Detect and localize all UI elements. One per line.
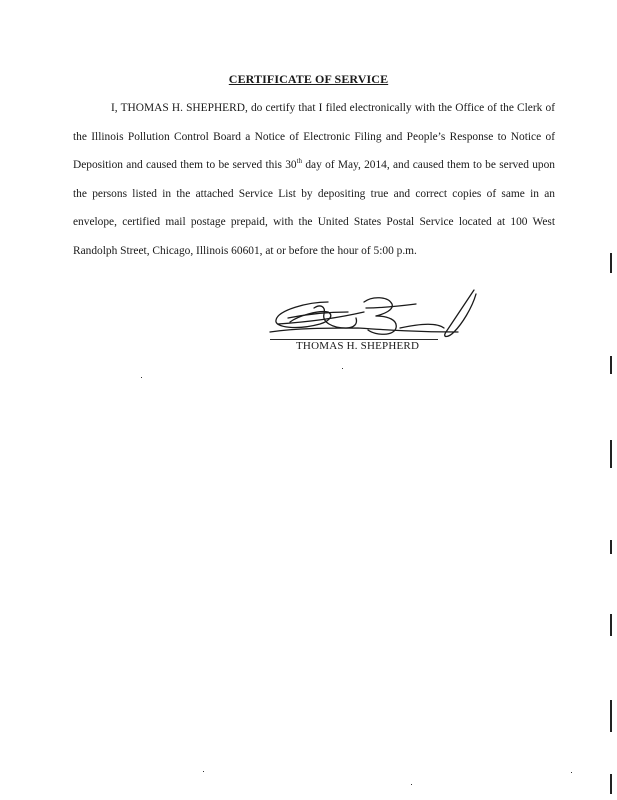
scan-edge-mark [610,614,612,636]
body-text-part-2: day of May, 2014, and caused them to be served upon the persons listed in the attached Service List by depositing true and correct copies of same in an envelope, certified mail postage prepaid, with the United States Postal Service located at 100 West Randolph Street, Chicago, Illinois 60601, at or before the hour of 5:00 p.m. [73,159,555,257]
ordinal-suffix: th [296,157,303,166]
scan-speck [342,368,343,369]
scan-edge-mark [610,774,612,794]
body-text-part-1: I, THOMAS H. SHEPHERD, do certify that I filed electronically with the Office of the Clerk of the Illinois Pollution Control Board a Notice of Electronic Filing and People’s Response to Notice of Deposition and caused them to be served this 30 [73,102,555,171]
signer-name: THOMAS H. SHEPHERD [296,340,420,352]
scan-speck [203,771,204,772]
scan-edge-mark [610,356,612,374]
scan-speck [571,772,572,773]
scan-speck [141,377,142,378]
scan-edge-mark [610,440,612,468]
scan-edge-mark [610,700,612,732]
scan-edge-mark [610,540,612,554]
document-title: CERTIFICATE OF SERVICE [228,72,389,86]
certificate-body [73,94,555,265]
scan-speck [411,784,412,785]
scan-edge-mark [610,253,612,273]
handwritten-signature [268,288,483,344]
